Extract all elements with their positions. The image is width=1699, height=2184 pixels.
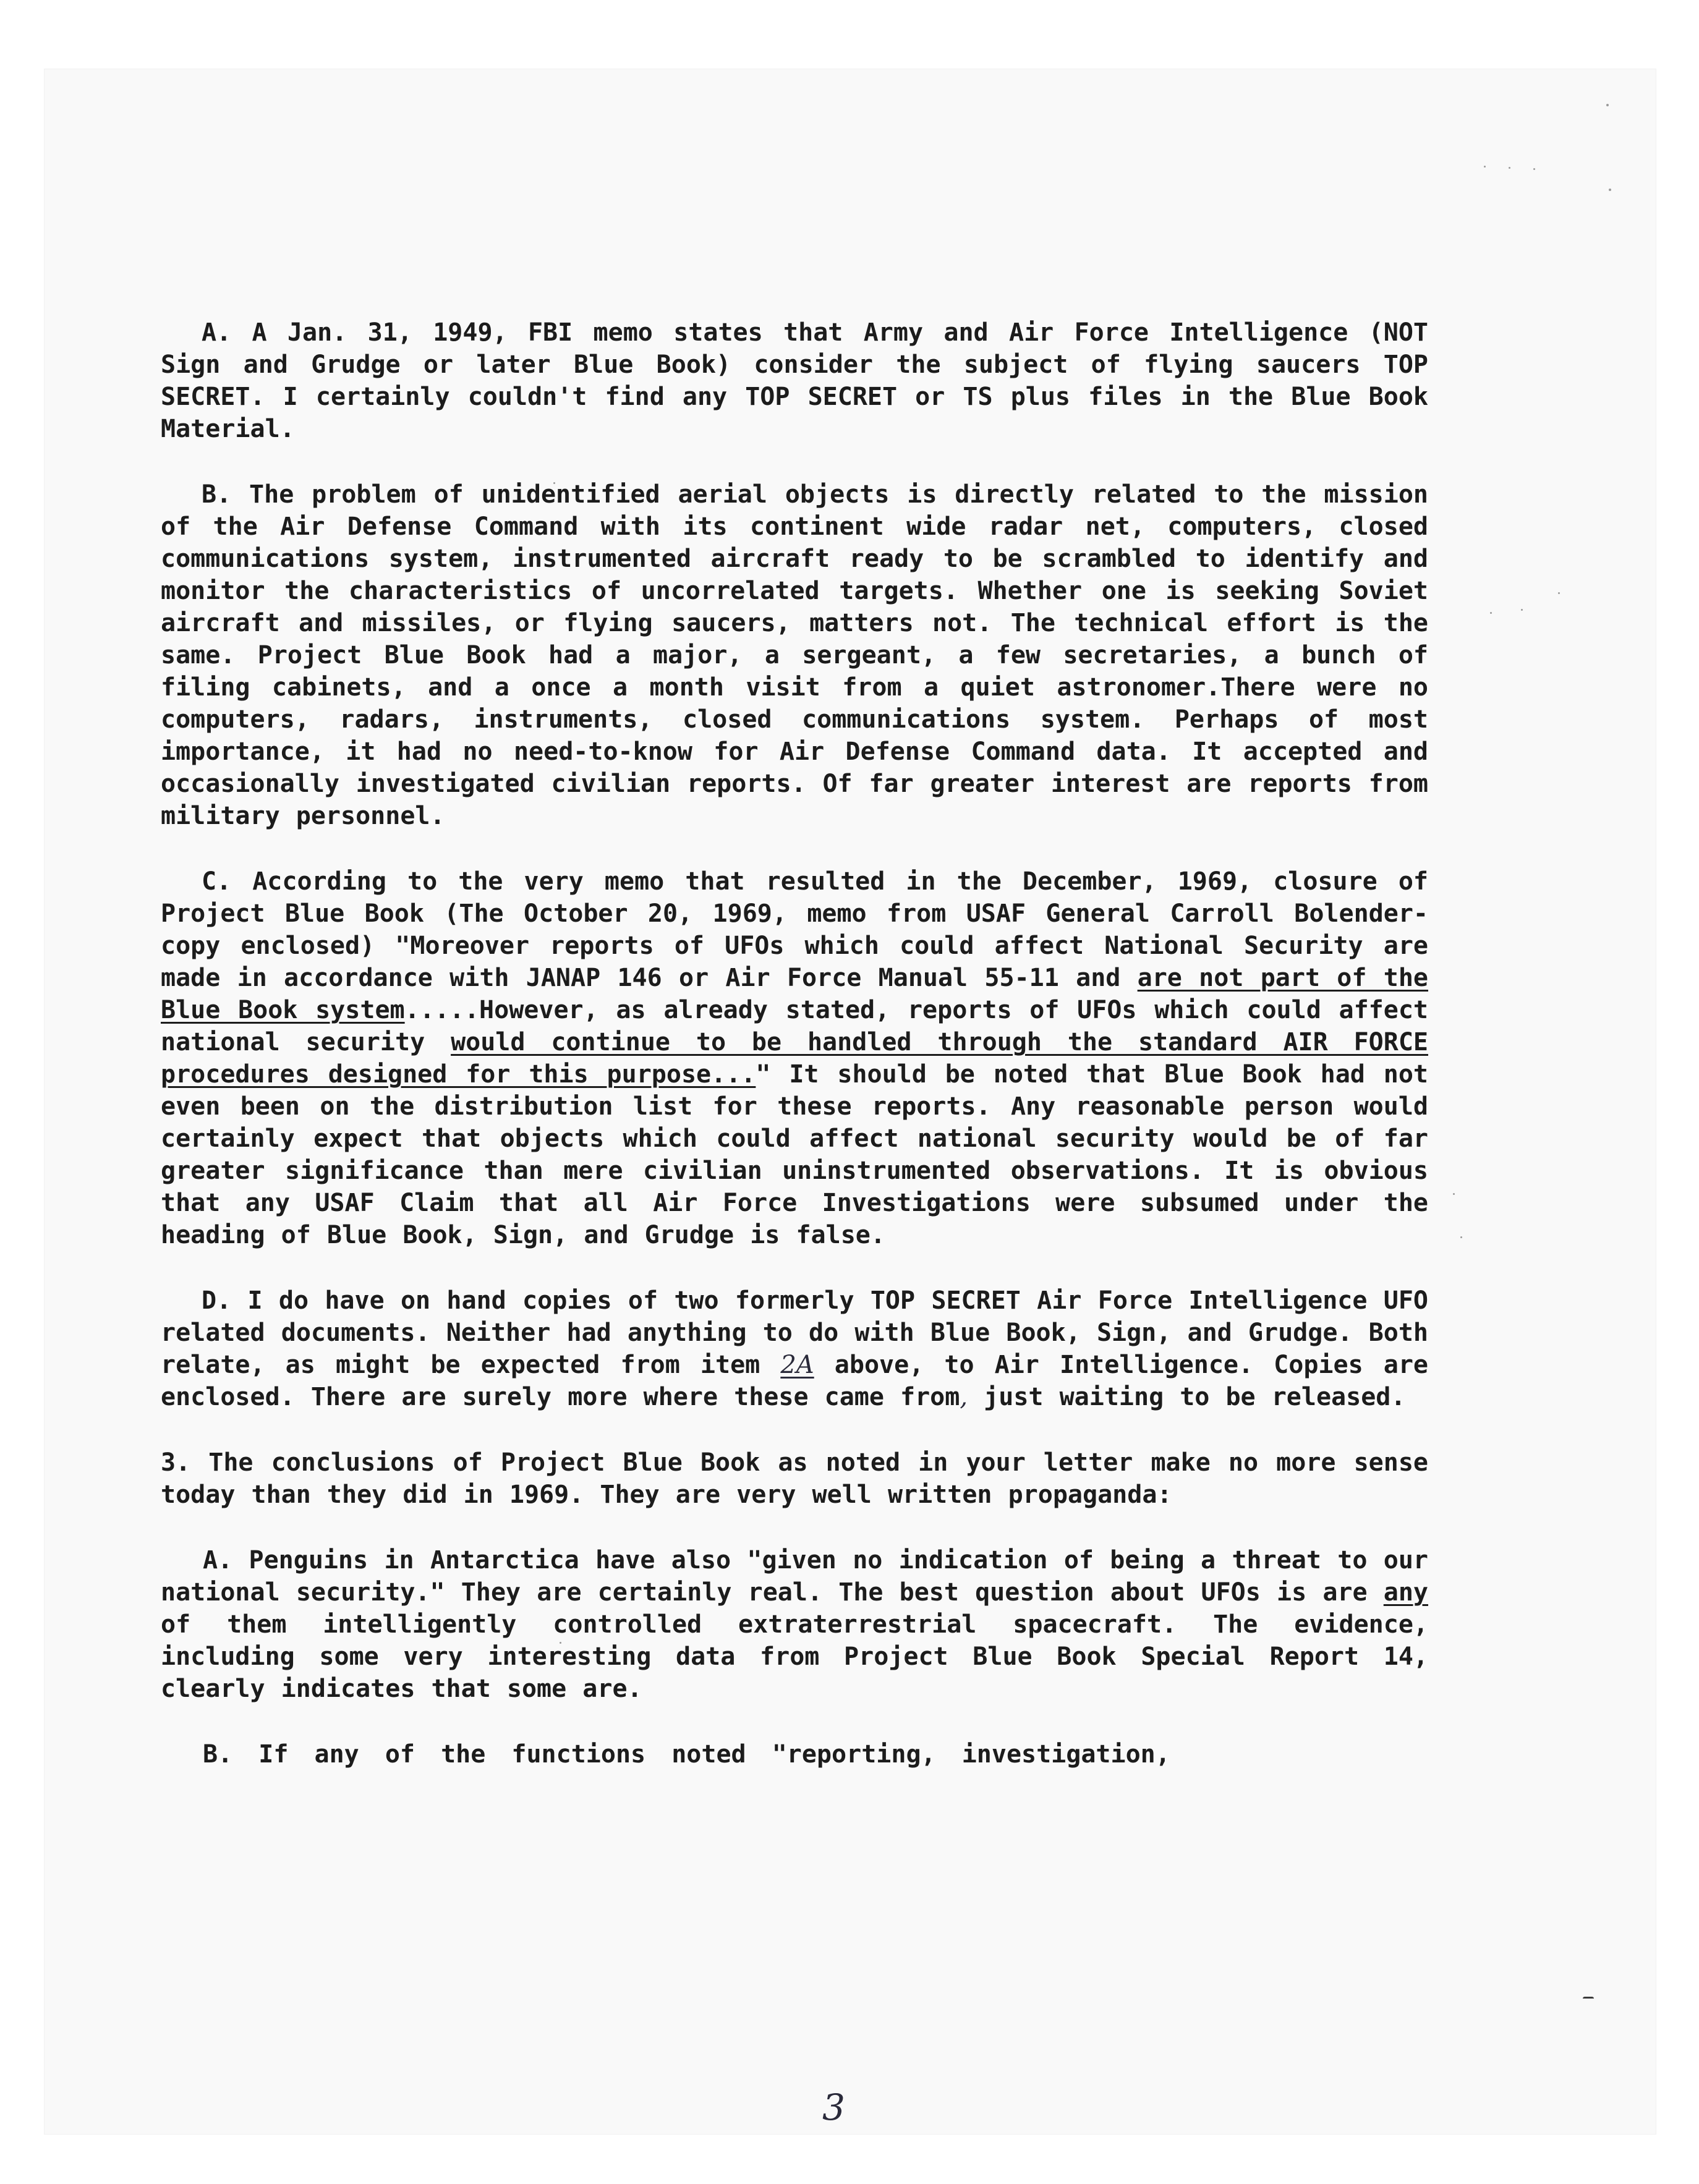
paragraph-3a-underlined: any	[1383, 1578, 1428, 1607]
paragraph-d-top-secret-docs	[161, 1285, 1428, 1413]
paragraph-c-text-3: " It should be noted that Blue Book had not even been on the distribution list for these reports. Any reasonable person would certainly expect that objects which could affect national security would be of far greater significance than mere civilian uninstrumented observations. It is obvious that any USAF Claim that all Air Force Investigations were subsumed under the heading of Blue Book, Sign, and Grudge is false.	[161, 1060, 1428, 1249]
paragraph-3a-text-2: of them intelligently controlled extraterrestrial spacecraft. The evidence, including some very interesting data from Project Blue Book Special Report 14, clearly indicates that some are.	[161, 1610, 1428, 1703]
page-number: 3	[822, 2086, 845, 2128]
paragraph-b-air-defense: B. The problem of unidentified aerial objects is directly related to the mission of the Air Defense Command with its continent wide radar net, computers, closed communications system, instrumented aircraft ready to be scrambled to identify and monitor the characteristics of uncorrelated targets. Whether one is seeking Soviet aircraft and missiles, or flying saucers, matters not. The technical effort is the same. Project Blue Book had a major, a sergeant, a few secretaries, a bunch of filing cabinets, and a once a month visit from a quiet astronomer.There were no computers, radars, instruments, closed communications system. Perhaps of most importance, it had no need-to-know for Air Defense Command data. It accepted and occasionally investigated civilian reports. Of far greater interest are reports from military personnel.	[161, 480, 1428, 830]
paragraph-c-underlined-1: are not part of the Blue Book system	[161, 964, 1428, 1024]
paragraph-c-text-1: C. According to the very memo that resulted in the December, 1969, closure of Project Blue Book (The October 20, 1969, memo from USAF General Carroll Bolender- copy enclosed) "Moreover reports of UFOs which could affect National Security are made in accordance with JANAP 146 or Air Force Manual 55-11 and	[161, 867, 1428, 992]
paragraph-c-text-2: .....However, as already stated, reports of UFOs which could affect national security	[161, 996, 1429, 1056]
paragraph-c-closure-memo	[161, 865, 1428, 1251]
paragraph-d-text-3: just waiting to be released.	[968, 1383, 1406, 1411]
paragraph-d-text-1: D. I do have on hand copies of two formerly TOP SECRET Air Force Intelligence UFO related documents. Neither had anything to do with Blue Book, Sign, and Grudge. Both relate, as might be expected from item	[161, 1286, 1428, 1379]
handwritten-item-reference: 2A	[780, 1351, 814, 1379]
memo-body	[161, 317, 1428, 1804]
paragraph-3a-text-1: A. Penguins in Antarctica have also "given no indication of being a threat to our national security." They are certainly real. The best question about UFOs is are	[161, 1546, 1428, 1607]
handwritten-comma: ,	[960, 1383, 968, 1411]
paragraph-c-underlined-2: would continue to be handled through the standard AIR FORCE procedures designed for this purpose...	[161, 1028, 1428, 1089]
paragraph-3a-penguins	[161, 1544, 1428, 1705]
paragraph-3-conclusions: 3. The conclusions of Project Blue Book as noted in your letter make no more sense today than they did in 1969. They are very well written propaganda:	[161, 1448, 1428, 1509]
paragraph-a-fbi-memo: A. A Jan. 31, 1949, FBI memo states that Army and Air Force Intelligence (NOT Sign and Grudge or later Blue Book) consider the subject of flying saucers TOP SECRET. I certainly couldn't find any TOP SECRET or TS plus files in the Blue Book Material.	[161, 318, 1428, 443]
paragraph-d-text-2: above, to Air Intelligence. Copies are enclosed. There are surely more where these came from	[161, 1351, 1429, 1411]
paragraph-3b-functions: B. If any of the functions noted "reporting, investigation,	[203, 1740, 1170, 1769]
